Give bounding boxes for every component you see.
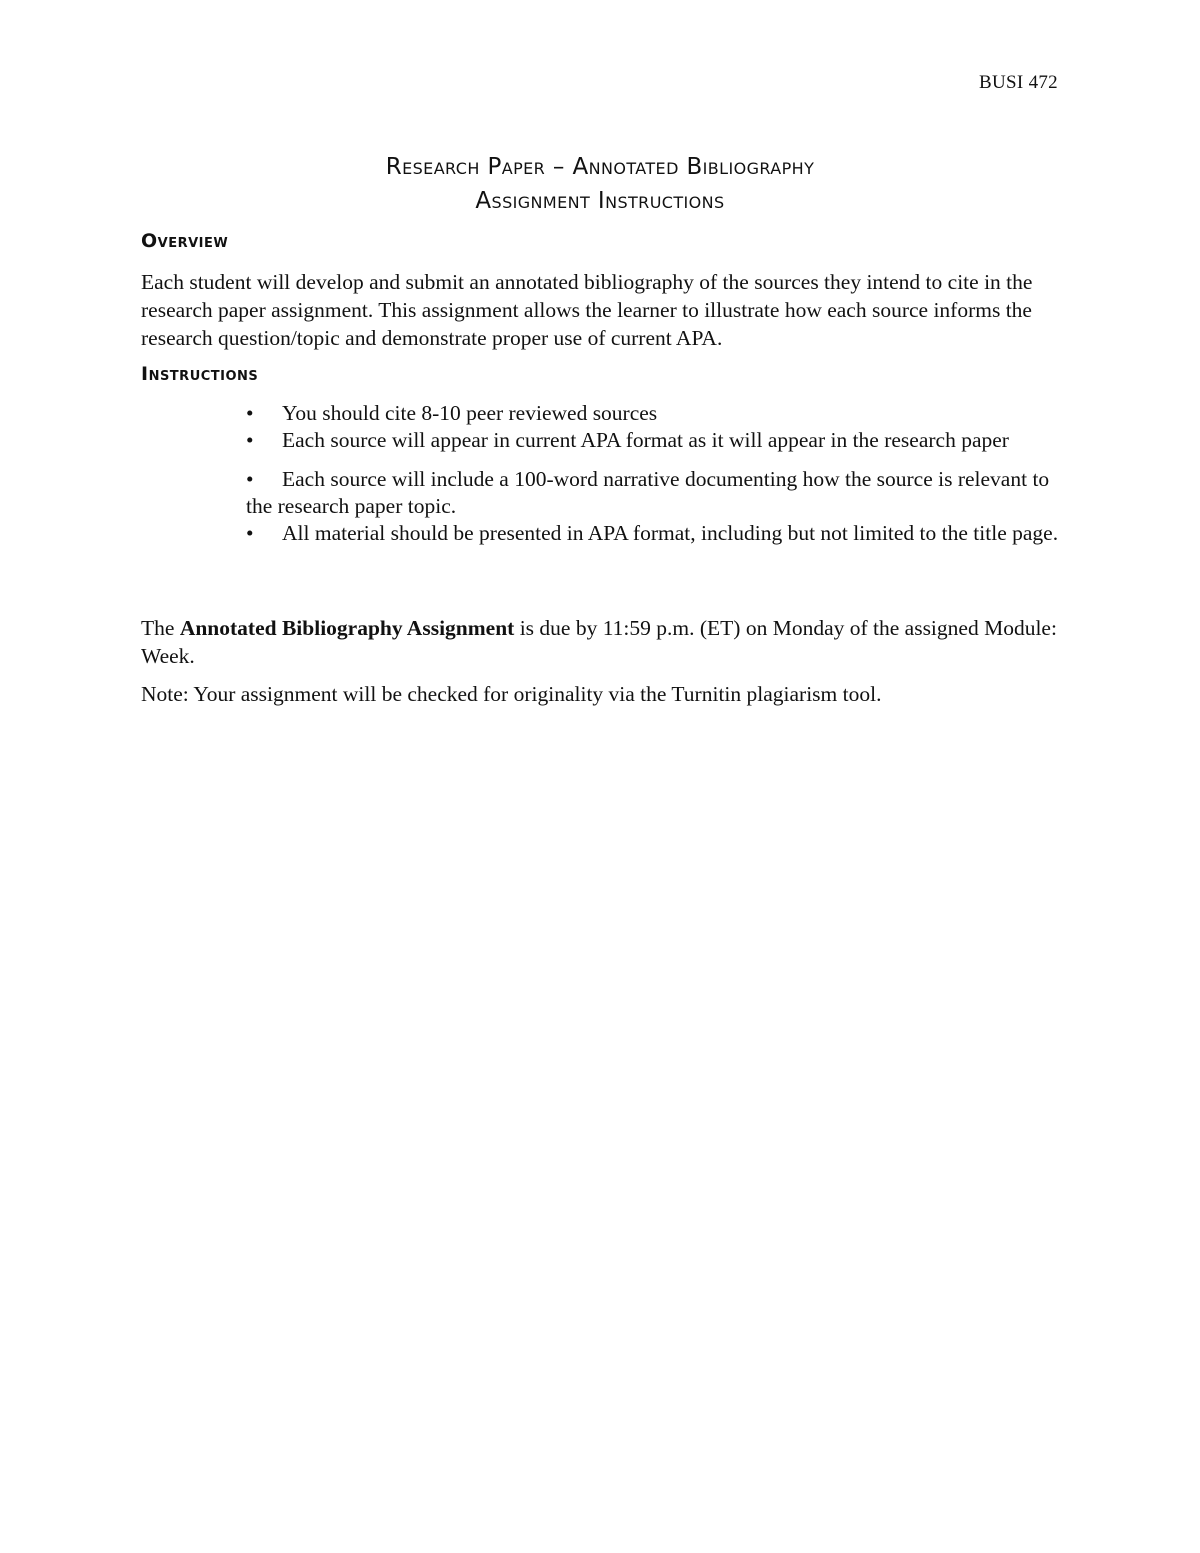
list-item [246, 520, 1066, 547]
list-item [246, 466, 1066, 520]
list-item [246, 400, 1066, 427]
bullet-icon: • [246, 467, 254, 491]
due-date-paragraph [141, 614, 1071, 670]
list-item-text: Each source will include a 100-word narrative documenting how the source is relevant to the research paper topic. [246, 467, 1050, 518]
instructions-heading: Instructions [141, 363, 259, 385]
due-suffix: is due by 11:59 p.m. (ET) on Monday of the assigned Module: Week. [141, 616, 1057, 668]
document-title [0, 150, 1200, 218]
assignment-name: Annotated Bibliography Assignment [179, 616, 515, 640]
bullet-icon: • [246, 401, 254, 425]
course-code-header: BUSI 472 [979, 72, 1058, 93]
bullet-icon: • [246, 521, 254, 545]
due-prefix: The [141, 616, 180, 640]
overview-heading: Overview [141, 230, 229, 252]
list-item-text: Each source will appear in current APA format as it will appear in the research paper [282, 428, 1009, 452]
bullet-icon: • [246, 428, 254, 452]
list-item-text: You should cite 8-10 peer reviewed sources [282, 401, 658, 425]
overview-paragraph: Each student will develop and submit an annotated bibliography of the sources they intend to cite in the research paper assignment. This assignment allows the learner to illustrate how each source informs the research question/topic and demonstrate proper use of current APA. [141, 270, 1033, 350]
list-item-text: All material should be presented in APA format, including but not limited to the title page. [282, 521, 1059, 545]
title-line-1: Research Paper – Annotated Bibliography [385, 154, 815, 180]
title-line-2: Assignment Instructions [475, 188, 725, 214]
plagiarism-note: Note: Your assignment will be checked for originality via the Turnitin plagiarism tool. [141, 682, 882, 706]
list-item [246, 427, 1066, 454]
instructions-list [246, 400, 1066, 547]
